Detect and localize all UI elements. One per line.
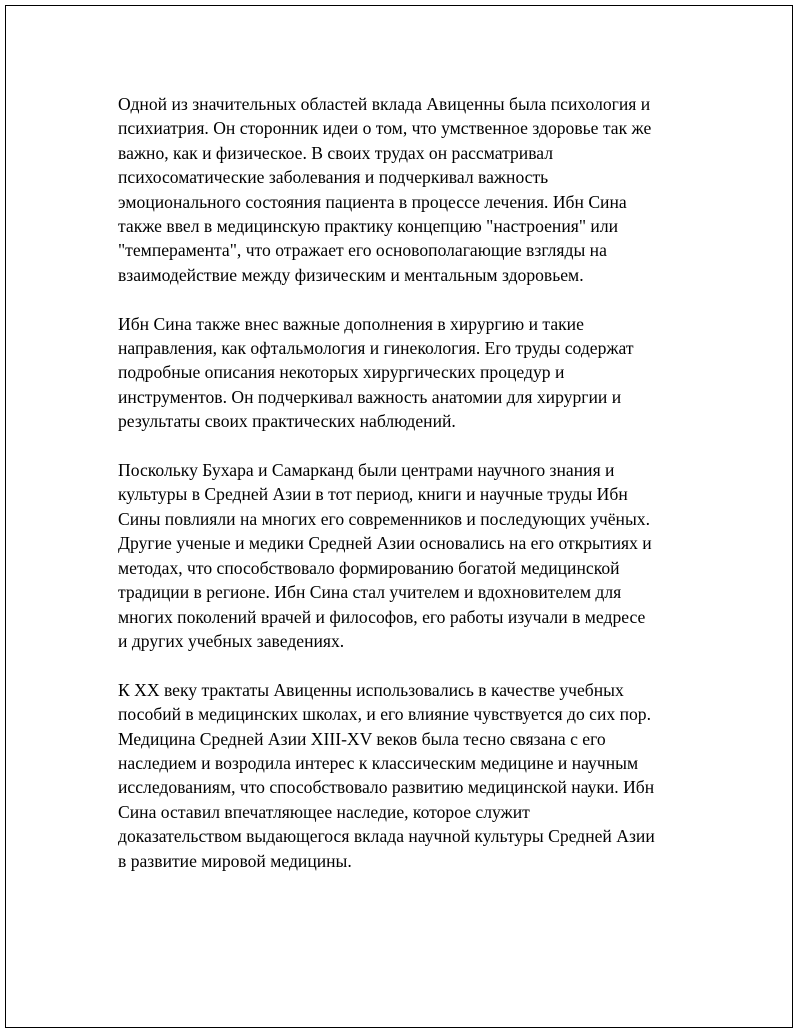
text-line: психосоматические заболевания и подчеркивал важность (118, 167, 549, 188)
text-line: пособий в медицинских школах, и его влияние чувствуется до сих пор. (118, 704, 651, 725)
text-line: Сины повлияли на многих его современников и последующих учёных. (118, 508, 650, 529)
text-line: Поскольку Бухара и Самарканд были центрами научного знания и (118, 460, 615, 481)
text-line: в развитие мировой медицины. (118, 850, 352, 871)
text-line: подробные описания некоторых хирургических процедур и (118, 362, 565, 383)
paragraph-surgery (118, 312, 698, 434)
text-line: направления, как офтальмология и гинекология. Его труды содержат (118, 338, 634, 359)
document-body (118, 92, 698, 897)
text-line: К XX веку трактаты Авиценны использовались в качестве учебных (118, 679, 624, 700)
text-line: результаты своих практических наблюдений. (118, 411, 456, 432)
paragraph-bukhara-samarkand (118, 458, 698, 653)
text-line: наследием и возродила интерес к классическим медицине и научным (118, 752, 639, 773)
text-line: доказательством выдающегося вклада научной культуры Средней Азии (118, 826, 655, 847)
text-line: Одной из значительных областей вклада Авиценны была психология и (118, 94, 651, 114)
text-line: культуры в Средней Азии в тот период, книги и научные труды Ибн (118, 484, 628, 505)
text-line: Другие ученые и медики Средней Азии основались на его открытиях и (118, 533, 652, 554)
text-line: "темперамента", что отражает его основополагающие взгляды на (118, 240, 607, 261)
text-line: методах, что способствовало формированию богатой медицинской (118, 557, 620, 578)
text-line: взаимодействие между физическим и ментальным здоровьем. (118, 264, 584, 285)
text-line: и других учебных заведениях. (118, 630, 345, 651)
paragraph-legacy (118, 678, 698, 873)
paragraph-psychology (118, 92, 698, 287)
text-line: многих поколений врачей и философов, его работы изучали в медресе (118, 606, 646, 627)
text-line: исследованиям, что способствовало развитию медицинской науки. Ибн (118, 777, 655, 798)
text-line: психиатрия. Он сторонник идеи о том, что умственное здоровье так же (118, 118, 652, 139)
text-line: также ввел в медицинскую практику концепцию "настроения" или (118, 216, 619, 237)
text-line: традиции в регионе. Ибн Сина стал учителем и вдохновителем для (118, 582, 622, 603)
text-line: инструментов. Он подчеркивал важность анатомии для хирургии и (118, 386, 622, 407)
text-line: Ибн Сина также внес важные дополнения в хирургию и такие (118, 313, 584, 334)
text-line: эмоционального состояния пациента в процессе лечения. Ибн Сина (118, 191, 627, 212)
text-line: важно, как и физическое. В своих трудах он рассматривал (118, 142, 554, 163)
text-line: Сина оставил впечатляющее наследие, которое служит (118, 801, 530, 822)
text-line: Медицина Средней Азии XIII-XV веков была тесно связана с его (118, 728, 606, 749)
